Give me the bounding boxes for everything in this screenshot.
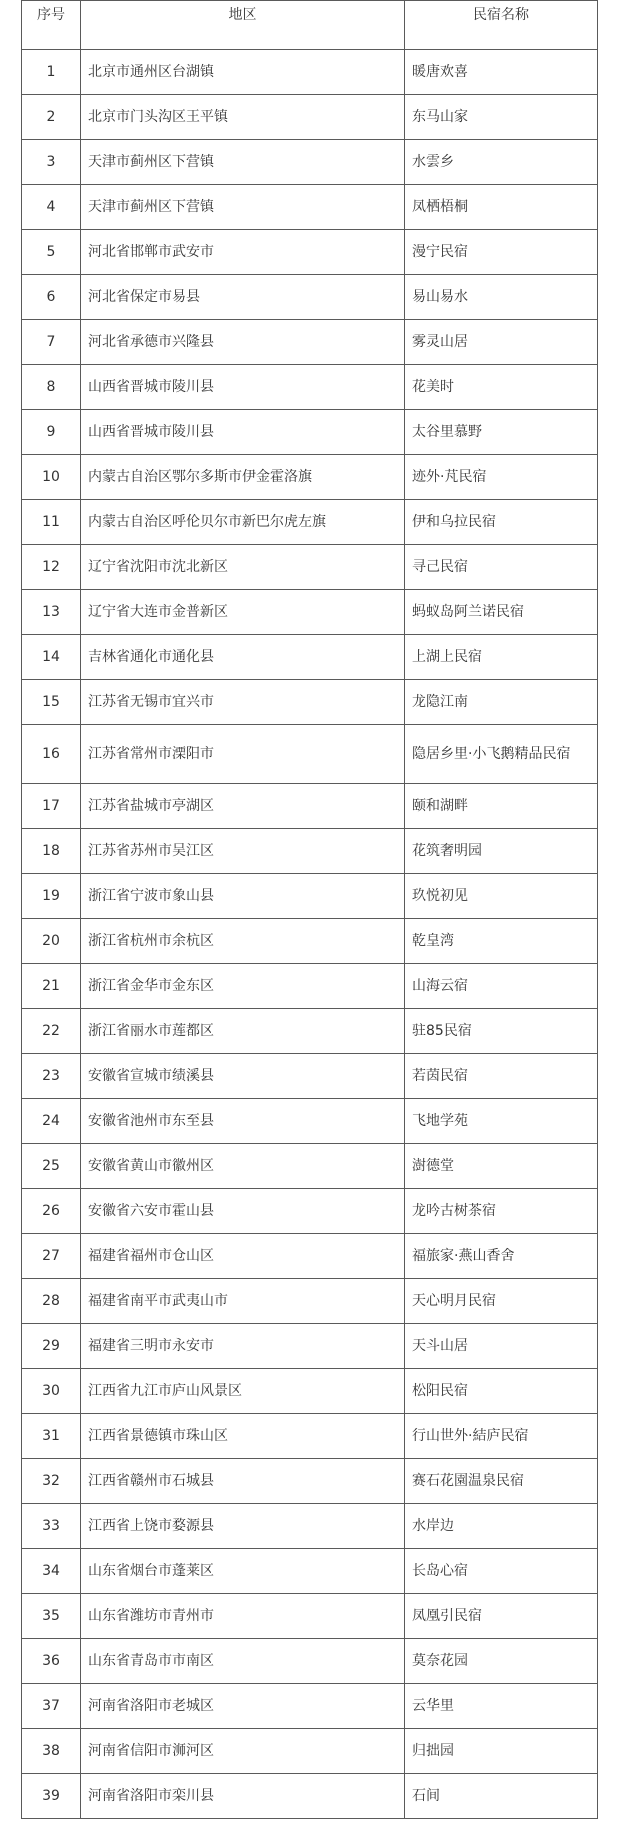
- row-homestay-name: 蚂蚁岛阿兰诺民宿: [405, 590, 598, 635]
- row-homestay-name: 莫奈花园: [405, 1639, 598, 1684]
- header-region-label: 地区: [228, 6, 257, 23]
- row-index: 29: [22, 1324, 81, 1369]
- row-region: 山西省晋城市陵川县: [81, 365, 405, 410]
- row-homestay-name: 水雲乡: [405, 140, 598, 185]
- row-region: 浙江省宁波市象山县: [81, 874, 405, 919]
- table-row: [22, 140, 598, 185]
- table-row: [22, 1324, 598, 1369]
- table-row: [22, 1774, 598, 1819]
- table-row: [22, 1729, 598, 1774]
- row-region: 浙江省丽水市莲都区: [81, 1009, 405, 1054]
- table-row: [22, 680, 598, 725]
- table-row: [22, 185, 598, 230]
- row-homestay-name: 天斗山居: [405, 1324, 598, 1369]
- row-index: 34: [22, 1549, 81, 1594]
- row-index: 36: [22, 1639, 81, 1684]
- row-index: 1: [22, 50, 81, 95]
- row-region: 福建省三明市永安市: [81, 1324, 405, 1369]
- row-homestay-name: 赛石花園温泉民宿: [405, 1459, 598, 1504]
- row-index: 37: [22, 1684, 81, 1729]
- row-index: 12: [22, 545, 81, 590]
- row-homestay-name: 龙吟古树茶宿: [405, 1189, 598, 1234]
- row-index: 13: [22, 590, 81, 635]
- row-homestay-name: 长岛心宿: [405, 1549, 598, 1594]
- row-index: 10: [22, 455, 81, 500]
- row-homestay-name: 山海云宿: [405, 964, 598, 1009]
- row-region: 福建省福州市仓山区: [81, 1234, 405, 1279]
- row-index: 31: [22, 1414, 81, 1459]
- row-index: 6: [22, 275, 81, 320]
- table-row: [22, 1594, 598, 1639]
- table-row: [22, 919, 598, 964]
- table-row: [22, 410, 598, 455]
- row-homestay-name: 龙隐江南: [405, 680, 598, 725]
- table-row: [22, 725, 598, 784]
- row-region: 辽宁省沈阳市沈北新区: [81, 545, 405, 590]
- row-region: 辽宁省大连市金普新区: [81, 590, 405, 635]
- table-row: [22, 964, 598, 1009]
- row-index: 15: [22, 680, 81, 725]
- row-homestay-name: 若茵民宿: [405, 1054, 598, 1099]
- header-region: [81, 1, 405, 50]
- row-index: 3: [22, 140, 81, 185]
- row-region: 江苏省无锡市宜兴市: [81, 680, 405, 725]
- row-index: 33: [22, 1504, 81, 1549]
- table-row: [22, 500, 598, 545]
- row-region: 山东省烟台市蓬莱区: [81, 1549, 405, 1594]
- table-row: [22, 1189, 598, 1234]
- row-region: 山西省晋城市陵川县: [81, 410, 405, 455]
- row-index: 8: [22, 365, 81, 410]
- row-homestay-name: 花美时: [405, 365, 598, 410]
- row-homestay-name: 乾皇湾: [405, 919, 598, 964]
- row-homestay-name: 凤栖梧桐: [405, 185, 598, 230]
- row-region: 北京市通州区台湖镇: [81, 50, 405, 95]
- row-index: 39: [22, 1774, 81, 1819]
- row-index: 25: [22, 1144, 81, 1189]
- row-index: 11: [22, 500, 81, 545]
- table-row: [22, 50, 598, 95]
- row-region: 河北省承德市兴隆县: [81, 320, 405, 365]
- row-region: 安徽省池州市东至县: [81, 1099, 405, 1144]
- homestay-table: [21, 0, 598, 1819]
- row-region: 安徽省宣城市绩溪县: [81, 1054, 405, 1099]
- table-row: [22, 1234, 598, 1279]
- row-region: 内蒙古自治区鄂尔多斯市伊金霍洛旗: [81, 455, 405, 500]
- row-homestay-name: 驻85民宿: [405, 1009, 598, 1054]
- table-row: [22, 784, 598, 829]
- table-row: [22, 1099, 598, 1144]
- row-index: 17: [22, 784, 81, 829]
- row-index: 26: [22, 1189, 81, 1234]
- row-region: 安徽省六安市霍山县: [81, 1189, 405, 1234]
- row-index: 20: [22, 919, 81, 964]
- row-index: 5: [22, 230, 81, 275]
- row-index: 2: [22, 95, 81, 140]
- table-header: [22, 1, 598, 50]
- row-index: 4: [22, 185, 81, 230]
- row-index: 14: [22, 635, 81, 680]
- row-region: 河南省洛阳市栾川县: [81, 1774, 405, 1819]
- header-name: [405, 1, 598, 50]
- row-homestay-name: 石间: [405, 1774, 598, 1819]
- row-homestay-name: 上湖上民宿: [405, 635, 598, 680]
- row-homestay-name: 雾灵山居: [405, 320, 598, 365]
- table-row: [22, 1369, 598, 1414]
- table-row: [22, 1684, 598, 1729]
- row-index: 22: [22, 1009, 81, 1054]
- table-row: [22, 1504, 598, 1549]
- row-region: 山东省潍坊市青州市: [81, 1594, 405, 1639]
- row-homestay-name: 飞地学苑: [405, 1099, 598, 1144]
- row-homestay-name: 漫宁民宿: [405, 230, 598, 275]
- table-row: [22, 230, 598, 275]
- row-region: 江西省九江市庐山风景区: [81, 1369, 405, 1414]
- row-homestay-name: 太谷里慕野: [405, 410, 598, 455]
- row-homestay-name: 凤凰引民宿: [405, 1594, 598, 1639]
- row-index: 7: [22, 320, 81, 365]
- table-row: [22, 1009, 598, 1054]
- table-row: [22, 1639, 598, 1684]
- row-region: 江苏省苏州市吴江区: [81, 829, 405, 874]
- row-index: 9: [22, 410, 81, 455]
- row-region: 吉林省通化市通化县: [81, 635, 405, 680]
- row-homestay-name: 迹外·芃民宿: [405, 455, 598, 500]
- table-body: [22, 50, 598, 1819]
- row-region: 山东省青岛市市南区: [81, 1639, 405, 1684]
- row-index: 35: [22, 1594, 81, 1639]
- row-homestay-name: 天心明月民宿: [405, 1279, 598, 1324]
- row-region: 天津市蓟州区下营镇: [81, 185, 405, 230]
- row-region: 天津市蓟州区下营镇: [81, 140, 405, 185]
- table-row: [22, 829, 598, 874]
- table-row: [22, 1144, 598, 1189]
- row-homestay-name: 隐居乡里·小飞鹅精品民宿: [405, 725, 598, 784]
- table-row: [22, 365, 598, 410]
- row-region: 福建省南平市武夷山市: [81, 1279, 405, 1324]
- row-region: 河北省邯郸市武安市: [81, 230, 405, 275]
- row-index: 38: [22, 1729, 81, 1774]
- table-row: [22, 1054, 598, 1099]
- row-index: 21: [22, 964, 81, 1009]
- row-homestay-name: 玖悦初见: [405, 874, 598, 919]
- row-index: 16: [22, 725, 81, 784]
- table-row: [22, 455, 598, 500]
- row-homestay-name: 归拙园: [405, 1729, 598, 1774]
- table-row: [22, 95, 598, 140]
- row-region: 江苏省盐城市亭湖区: [81, 784, 405, 829]
- row-index: 18: [22, 829, 81, 874]
- table-row: [22, 1549, 598, 1594]
- row-region: 江西省景德镇市珠山区: [81, 1414, 405, 1459]
- row-region: 北京市门头沟区王平镇: [81, 95, 405, 140]
- row-homestay-name: 伊和乌拉民宿: [405, 500, 598, 545]
- row-homestay-name: 松阳民宿: [405, 1369, 598, 1414]
- row-index: 24: [22, 1099, 81, 1144]
- table-row: [22, 874, 598, 919]
- header-index-label: 序号: [37, 6, 65, 23]
- header-index: [22, 1, 81, 50]
- row-index: 32: [22, 1459, 81, 1504]
- row-index: 30: [22, 1369, 81, 1414]
- row-region: 内蒙古自治区呼伦贝尔市新巴尔虎左旗: [81, 500, 405, 545]
- row-region: 河南省洛阳市老城区: [81, 1684, 405, 1729]
- table-row: [22, 275, 598, 320]
- row-homestay-name: 易山易水: [405, 275, 598, 320]
- row-index: 28: [22, 1279, 81, 1324]
- row-homestay-name: 澍德堂: [405, 1144, 598, 1189]
- table-row: [22, 320, 598, 365]
- row-region: 浙江省金华市金东区: [81, 964, 405, 1009]
- row-homestay-name: 云华里: [405, 1684, 598, 1729]
- header-row: [22, 1, 598, 50]
- table-row: [22, 590, 598, 635]
- row-region: 浙江省杭州市余杭区: [81, 919, 405, 964]
- row-homestay-name: 福旅家·燕山香舍: [405, 1234, 598, 1279]
- row-homestay-name: 水岸边: [405, 1504, 598, 1549]
- row-homestay-name: 行山世外·結庐民宿: [405, 1414, 598, 1459]
- header-name-label: 民宿名称: [473, 6, 529, 23]
- row-region: 江西省上饶市婺源县: [81, 1504, 405, 1549]
- row-homestay-name: 暖唐欢喜: [405, 50, 598, 95]
- row-region: 江西省赣州市石城县: [81, 1459, 405, 1504]
- table-row: [22, 1459, 598, 1504]
- row-homestay-name: 颐和湖畔: [405, 784, 598, 829]
- row-homestay-name: 寻己民宿: [405, 545, 598, 590]
- row-region: 江苏省常州市溧阳市: [81, 725, 405, 784]
- row-region: 河南省信阳市浉河区: [81, 1729, 405, 1774]
- table-row: [22, 1279, 598, 1324]
- row-homestay-name: 东马山家: [405, 95, 598, 140]
- row-region: 河北省保定市易县: [81, 275, 405, 320]
- table-row: [22, 545, 598, 590]
- row-index: 19: [22, 874, 81, 919]
- table-row: [22, 1414, 598, 1459]
- row-index: 23: [22, 1054, 81, 1099]
- row-region: 安徽省黄山市徽州区: [81, 1144, 405, 1189]
- row-index: 27: [22, 1234, 81, 1279]
- table-row: [22, 635, 598, 680]
- row-homestay-name: 花筑奢明园: [405, 829, 598, 874]
